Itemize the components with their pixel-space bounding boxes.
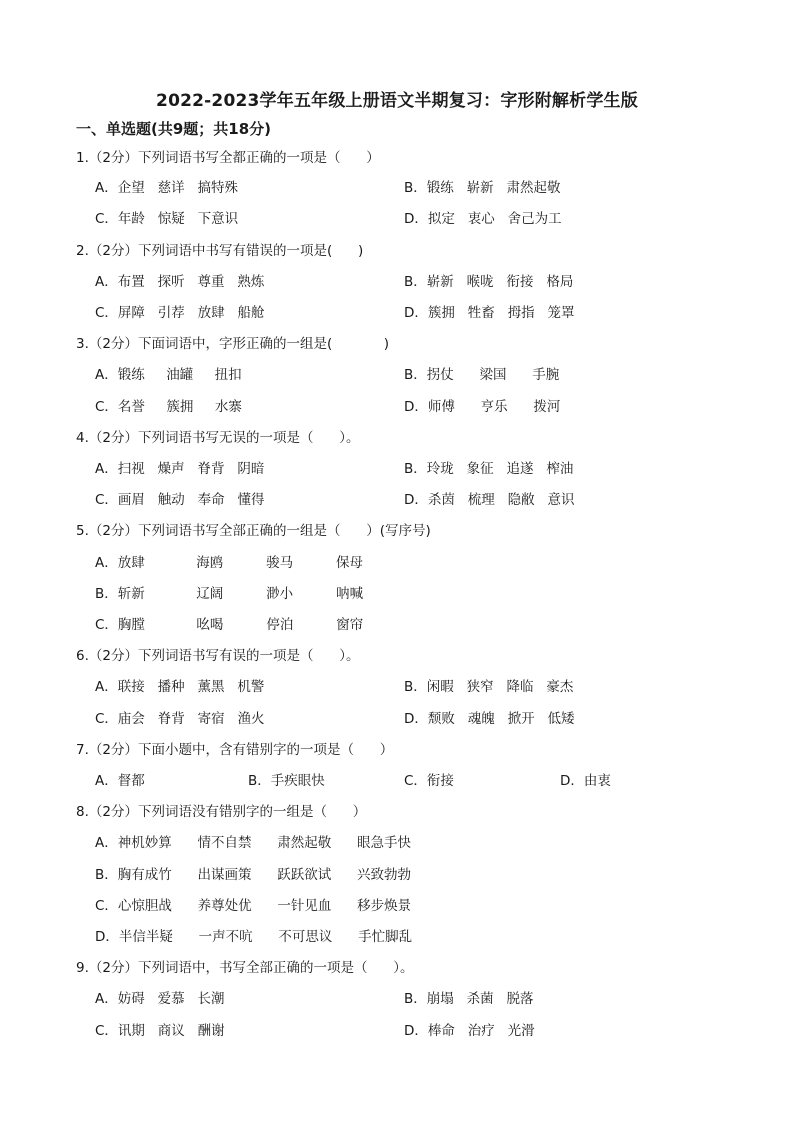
q2-option-b: B．崭新 喉咙 衔接 格局 (404, 274, 574, 290)
q7-option-c: C．衔接 (404, 773, 454, 789)
question-4-stem: 4.（2分）下列词语书写无误的一项是（ ）。 (76, 430, 360, 446)
q6-option-b: B．闲暇 狭窄 降临 豪杰 (404, 679, 574, 695)
q4-option-c: C．画眉 触动 奉命 懂得 (95, 492, 265, 508)
question-7-stem: 7.（2分）下面小题中，含有错别字的一项是（ ） (76, 742, 394, 758)
q6-option-d: D．颓败 魂魄 掀开 低矮 (404, 711, 575, 727)
q9-option-a: A．妨碍 爱慕 长潮 (95, 991, 225, 1007)
question-3-stem: 3.（2分）下面词语中，字形正确的一组是( ) (76, 336, 389, 352)
q2-option-c: C．屏障 引荐 放肆 船舱 (95, 305, 265, 321)
page-title: 2022-2023学年五年级上册语文半期复习：字形附解析学生版 (156, 91, 638, 111)
question-8-stem: 8.（2分）下列词语没有错别字的一组是（ ） (76, 804, 367, 820)
q3-option-d: D．师傅 亨乐 拨河 (404, 399, 561, 415)
q7-option-d: D．由衷 (560, 773, 611, 789)
q6-option-a: A．联接 播种 薰黑 机警 (95, 679, 265, 695)
q8-option-b: B．胸有成竹 出谋画策 跃跃欲试 兴致勃勃 (95, 867, 412, 883)
question-9-stem: 9.（2分）下列词语中，书写全部正确的一项是（ ）。 (76, 960, 414, 976)
q5-option-c: C．胸膛 吆喝 停泊 窗帘 (95, 617, 364, 633)
q8-option-d: D．半信半疑 一声不吭 不可思议 手忙脚乱 (95, 929, 413, 945)
q3-option-c: C．名誉 簇拥 水寨 (95, 399, 242, 415)
question-6-stem: 6.（2分）下列词语书写有误的一项是（ ）。 (76, 648, 360, 664)
q9-option-d: D．棒命 治疗 光滑 (404, 1023, 535, 1039)
q8-option-a: A．神机妙算 情不自禁 肃然起敬 眼急手快 (95, 835, 411, 851)
q4-option-d: D．杀茵 梳理 隐敝 意识 (404, 492, 575, 508)
q9-option-c: C．讯期 商议 酬谢 (95, 1023, 225, 1039)
q4-option-b: B．玲珑 象征 追遂 榨油 (404, 461, 574, 477)
question-2-stem: 2.（2分）下列词语中书写有错误的一项是( ) (76, 243, 364, 259)
question-5-stem: 5.（2分）下列词语书写全部正确的一组是（ ）(写序号) (76, 523, 431, 539)
q2-option-a: A．布置 探听 尊重 熟炼 (95, 274, 265, 290)
q7-option-a: A．督都 (95, 773, 145, 789)
q3-option-b: B．拐仗 梁国 手腕 (404, 367, 560, 383)
q6-option-c: C．庙会 脊背 寄宿 渔火 (95, 711, 265, 727)
question-1-stem: 1.（2分）下列词语书写全都正确的一项是（ ） (76, 150, 380, 166)
q1-option-a: A．企望 慈详 搞特殊 (95, 180, 238, 196)
q5-option-a: A．放肆 海鸥 骏马 保母 (95, 555, 364, 571)
q9-option-b: B．崩塌 杀菌 脱落 (404, 991, 534, 1007)
q7-option-b: B．手疾眼快 (248, 773, 325, 789)
section-heading: 一、单选题(共9题；共18分) (76, 120, 272, 138)
q1-option-b: B．锻练 崭新 肃然起敬 (404, 180, 561, 196)
q1-option-c: C．年龄 惊疑 下意识 (95, 211, 239, 227)
q1-option-d: D．拟定 衷心 舍己为工 (404, 211, 562, 227)
q4-option-a: A．扫视 燥声 脊背 阴暗 (95, 461, 265, 477)
q5-option-b: B．斩新 辽阔 渺小 呐喊 (95, 586, 364, 602)
q3-option-a: A．锻练 油罐 扭扣 (95, 367, 242, 383)
q2-option-d: D．簇拥 牲畜 拇指 笼罩 (404, 305, 575, 321)
q8-option-c: C．心惊胆战 养尊处优 一针见血 移步焕景 (95, 898, 412, 914)
